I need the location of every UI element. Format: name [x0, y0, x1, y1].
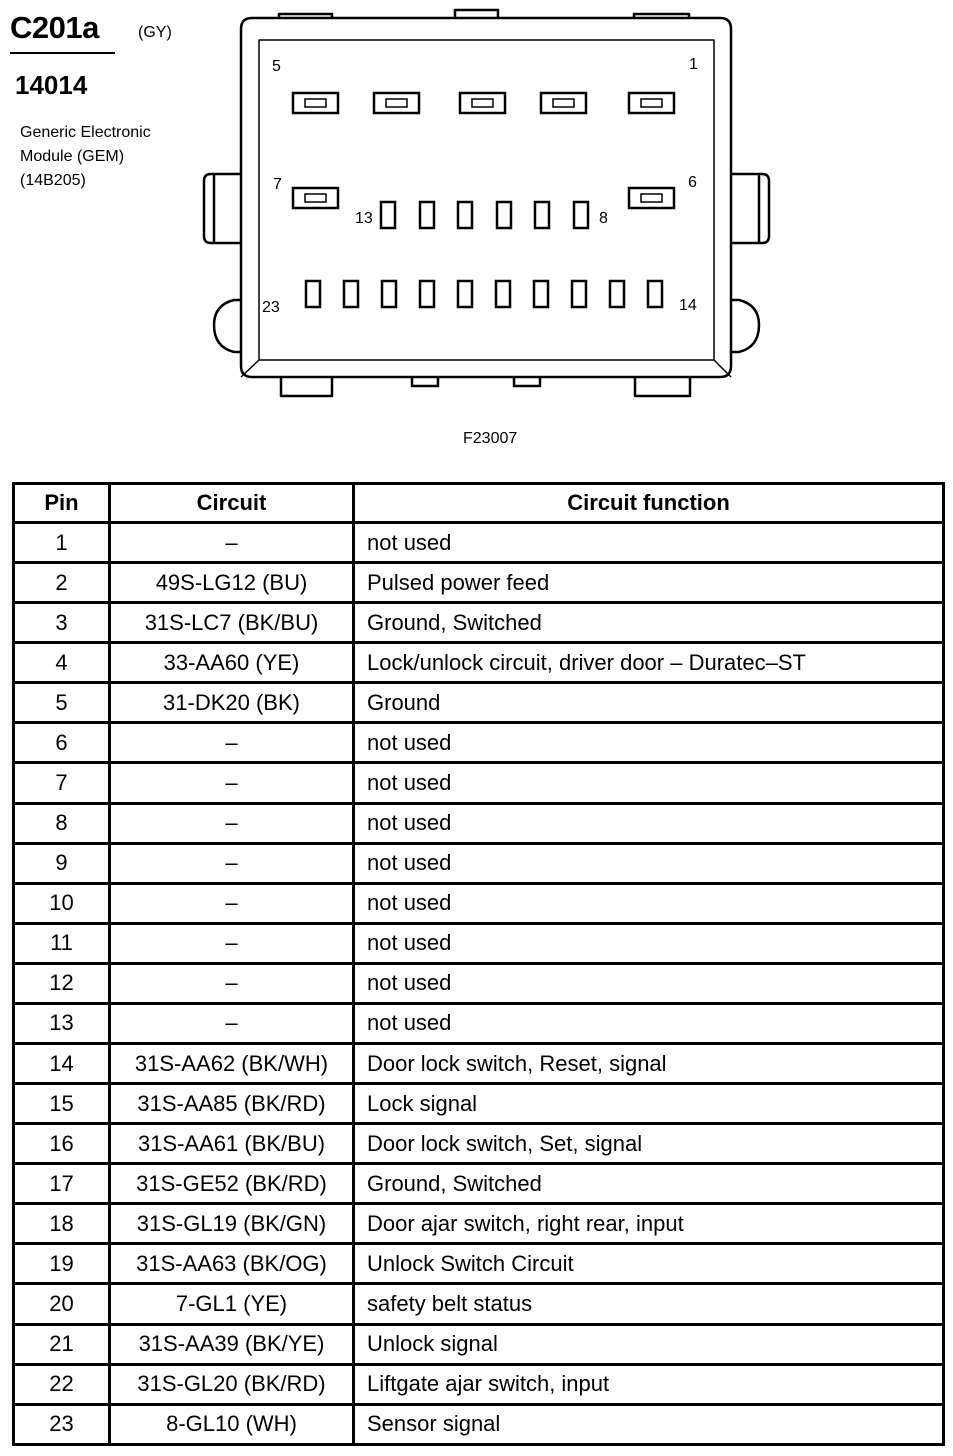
terminal-pin-13	[381, 202, 395, 228]
table-row	[14, 1124, 944, 1164]
cell-function: not used	[354, 723, 944, 763]
terminal-pin-17	[534, 281, 548, 307]
cell-function: Lock/unlock circuit, driver door – Duratec–ST	[354, 643, 944, 683]
terminal-pin-23	[306, 281, 320, 307]
cell-function: Unlock Switch Circuit	[354, 1244, 944, 1284]
cell-pin: 3	[14, 603, 110, 643]
terminal-pin-12	[420, 202, 434, 228]
cell-circuit: –	[110, 963, 354, 1003]
terminal-pin-18	[496, 281, 510, 307]
cell-function: not used	[354, 1003, 944, 1043]
table-row	[14, 1164, 944, 1204]
table-row	[14, 1084, 944, 1124]
pin-label-14: 14	[679, 297, 697, 314]
cell-circuit: 31S-GL19 (BK/GN)	[110, 1204, 354, 1244]
pin-table-body	[14, 523, 944, 1445]
connector-left-bump	[214, 300, 242, 352]
cell-pin: 2	[14, 563, 110, 603]
table-row	[14, 1364, 944, 1404]
table-row	[14, 723, 944, 763]
cell-pin: 13	[14, 1003, 110, 1043]
cell-function: not used	[354, 803, 944, 843]
connector-right-latch	[731, 174, 769, 243]
cell-pin: 9	[14, 843, 110, 883]
cell-circuit: –	[110, 523, 354, 563]
cell-circuit: 31S-AA62 (BK/WH)	[110, 1044, 354, 1084]
connector-right-bump	[731, 300, 759, 352]
cell-circuit: –	[110, 763, 354, 803]
cell-pin: 12	[14, 963, 110, 1003]
table-row	[14, 1404, 944, 1444]
cell-circuit: –	[110, 843, 354, 883]
cell-circuit: 31S-AA39 (BK/YE)	[110, 1324, 354, 1364]
cell-circuit: 31S-GE52 (BK/RD)	[110, 1164, 354, 1204]
part-number: 14014	[15, 70, 88, 100]
cell-pin: 17	[14, 1164, 110, 1204]
pin-label-6: 6	[688, 174, 697, 191]
cell-function: Sensor signal	[354, 1404, 944, 1444]
cell-function: not used	[354, 763, 944, 803]
table-header-row	[14, 484, 944, 523]
terminal-pin-9	[535, 202, 549, 228]
table-row	[14, 643, 944, 683]
table-row	[14, 523, 944, 563]
cell-pin: 22	[14, 1364, 110, 1404]
cell-circuit: 31S-AA61 (BK/BU)	[110, 1124, 354, 1164]
cell-circuit: –	[110, 803, 354, 843]
figure-id: F23007	[463, 430, 518, 447]
cell-circuit: –	[110, 1003, 354, 1043]
table-row	[14, 683, 944, 723]
cell-circuit: 31S-AA63 (BK/OG)	[110, 1244, 354, 1284]
cell-circuit: 33-AA60 (YE)	[110, 643, 354, 683]
cell-function: Pulsed power feed	[354, 563, 944, 603]
terminal-pin-8	[574, 202, 588, 228]
cell-pin: 18	[14, 1204, 110, 1244]
cell-circuit: 31S-AA85 (BK/RD)	[110, 1084, 354, 1124]
cell-function: Door ajar switch, right rear, input	[354, 1204, 944, 1244]
terminal-pin-10	[497, 202, 511, 228]
terminal-pin-4	[374, 93, 419, 113]
pin-table	[12, 482, 945, 1446]
column-header-circuit: Circuit	[110, 484, 354, 523]
table-row	[14, 843, 944, 883]
terminal-pin-7	[293, 188, 338, 208]
cell-function: safety belt status	[354, 1284, 944, 1324]
table-row	[14, 923, 944, 963]
table-row	[14, 1244, 944, 1284]
cell-pin: 7	[14, 763, 110, 803]
pin-label-5: 5	[272, 58, 281, 75]
column-header-function: Circuit function	[354, 484, 944, 523]
cell-pin: 14	[14, 1044, 110, 1084]
cell-function: Ground, Switched	[354, 603, 944, 643]
cell-function: not used	[354, 923, 944, 963]
cell-circuit: 49S-LG12 (BU)	[110, 563, 354, 603]
cell-pin: 21	[14, 1324, 110, 1364]
table-row	[14, 1324, 944, 1364]
cell-circuit: 31S-GL20 (BK/RD)	[110, 1364, 354, 1404]
cell-pin: 11	[14, 923, 110, 963]
cell-function: Door lock switch, Set, signal	[354, 1124, 944, 1164]
terminal-pin-15	[610, 281, 624, 307]
cell-function: not used	[354, 963, 944, 1003]
connector-left-latch	[204, 174, 242, 243]
cell-circuit: –	[110, 883, 354, 923]
cell-function: Unlock signal	[354, 1324, 944, 1364]
cell-pin: 6	[14, 723, 110, 763]
terminal-pin-19	[458, 281, 472, 307]
cell-function: Ground, Switched	[354, 1164, 944, 1204]
pin-label-7: 7	[273, 176, 282, 193]
module-name-line: Module (GEM)	[20, 148, 125, 165]
connector-color-code: (GY)	[138, 24, 172, 41]
cell-pin: 8	[14, 803, 110, 843]
table-row	[14, 1003, 944, 1043]
pin-label-1: 1	[689, 56, 698, 73]
terminal-pin-16	[572, 281, 586, 307]
cell-pin: 10	[14, 883, 110, 923]
terminal-pin-22	[344, 281, 358, 307]
cell-pin: 15	[14, 1084, 110, 1124]
cell-circuit: 8-GL10 (WH)	[110, 1404, 354, 1444]
table-row	[14, 563, 944, 603]
terminal-pin-6	[629, 188, 674, 208]
module-name-line: (14B205)	[20, 172, 86, 189]
table-row	[14, 1204, 944, 1244]
cell-circuit: –	[110, 923, 354, 963]
cell-function: Lock signal	[354, 1084, 944, 1124]
connector-face-diagram	[0, 0, 953, 480]
cell-function: not used	[354, 523, 944, 563]
pin-label-8: 8	[599, 210, 608, 227]
table-row	[14, 763, 944, 803]
cell-pin: 20	[14, 1284, 110, 1324]
pin-label-13: 13	[355, 210, 373, 227]
terminal-pin-14	[648, 281, 662, 307]
table-row	[14, 1284, 944, 1324]
terminal-pin-21	[382, 281, 396, 307]
cell-pin: 4	[14, 643, 110, 683]
table-row	[14, 803, 944, 843]
cell-circuit: 31S-LC7 (BK/BU)	[110, 603, 354, 643]
cell-pin: 1	[14, 523, 110, 563]
module-name-line: Generic Electronic	[20, 124, 151, 141]
cell-function: Door lock switch, Reset, signal	[354, 1044, 944, 1084]
column-header-pin: Pin	[14, 484, 110, 523]
terminal-pin-20	[420, 281, 434, 307]
cell-pin: 5	[14, 683, 110, 723]
terminal-pin-1	[629, 93, 674, 113]
terminal-pin-3	[460, 93, 505, 113]
connector-id: C201a	[10, 10, 99, 45]
cell-function: not used	[354, 843, 944, 883]
terminal-pin-2	[541, 93, 586, 113]
cell-function: Ground	[354, 683, 944, 723]
table-row	[14, 963, 944, 1003]
pin-label-23: 23	[262, 299, 280, 316]
cell-pin: 16	[14, 1124, 110, 1164]
table-row	[14, 883, 944, 923]
cell-pin: 23	[14, 1404, 110, 1444]
cell-function: not used	[354, 883, 944, 923]
terminal-pin-11	[458, 202, 472, 228]
cell-pin: 19	[14, 1244, 110, 1284]
cell-circuit: –	[110, 723, 354, 763]
terminal-pin-5	[293, 93, 338, 113]
cell-function: Liftgate ajar switch, input	[354, 1364, 944, 1404]
table-row	[14, 603, 944, 643]
table-row	[14, 1044, 944, 1084]
cell-circuit: 31-DK20 (BK)	[110, 683, 354, 723]
cell-circuit: 7-GL1 (YE)	[110, 1284, 354, 1324]
